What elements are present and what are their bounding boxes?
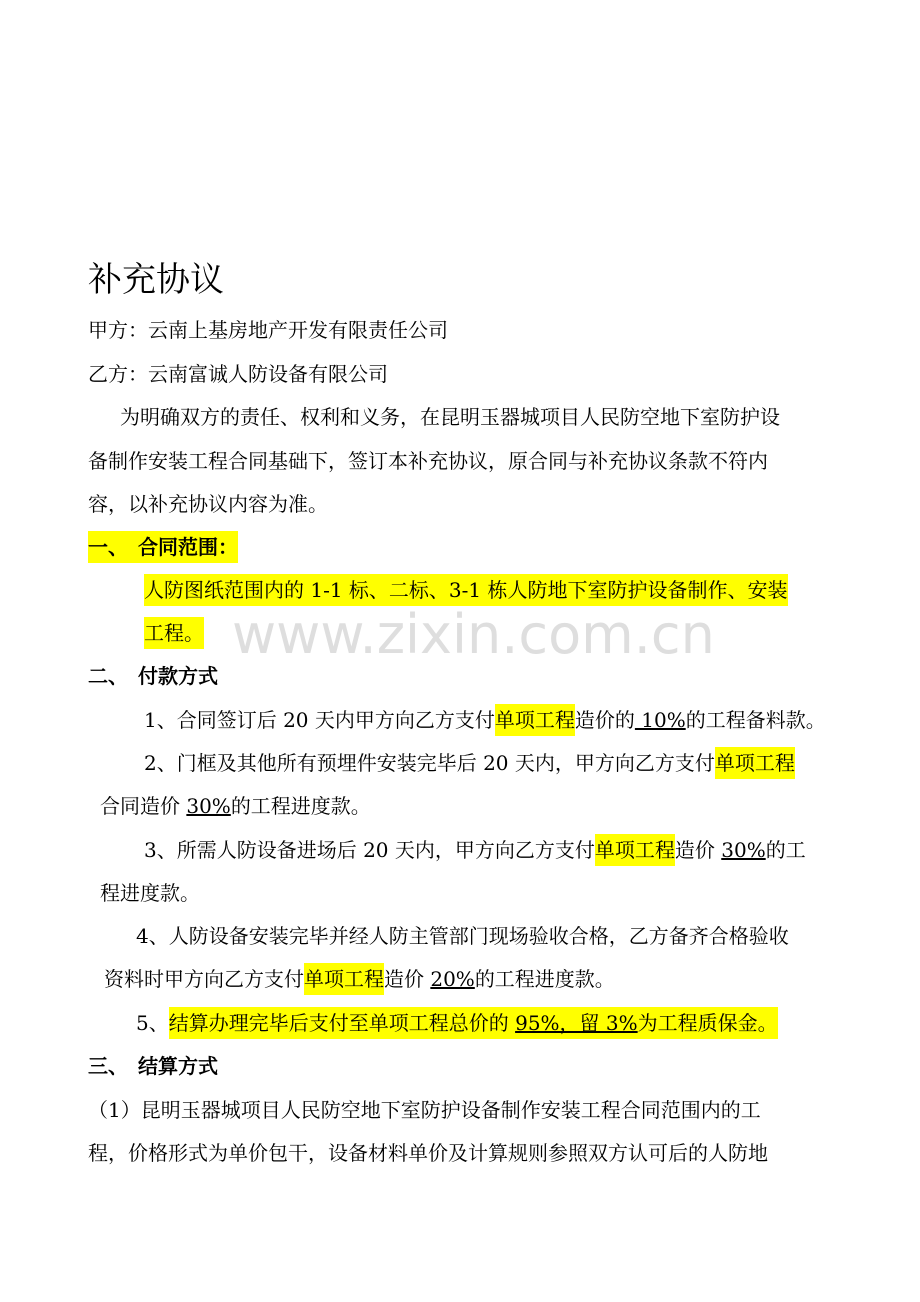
section-1-body-2 (144, 618, 204, 648)
payment-item-1-text-c: 的工程备料款。 (685, 708, 826, 732)
party-a: 甲方：云南上基房地产开发有限责任公司 (88, 318, 448, 342)
section-3-body-1: （1）昆明玉器城项目人民防空地下室防护设备制作安装工程合同范围内的工 (88, 1098, 761, 1122)
payment-item-3-line-2: 程进度款。 (100, 881, 200, 905)
payment-item-1-highlight: 单项工程 (495, 704, 575, 736)
payment-item-2-line-2 (100, 791, 371, 821)
section-3-body-2: 程，价格形式为单价包干，设备材料单价及计算规则参照双方认可后的人防地 (88, 1141, 768, 1165)
payment-item-4-text-b: 造价 (384, 967, 431, 991)
payment-item-5-text-a: 结算办理完毕后支付至单项工程总价的 (168, 1011, 516, 1035)
section-2-heading: 二、 付款方式 (88, 664, 218, 688)
payment-item-4-line-2 (104, 964, 615, 994)
party-b: 乙方：云南富诚人防设备有限公司 (88, 362, 388, 386)
payment-item-3-highlight: 单项工程 (595, 834, 675, 866)
payment-item-4-highlight: 单项工程 (304, 963, 384, 995)
payment-item-2-percent: 30% (186, 794, 231, 818)
payment-item-3-percent: 30% (721, 838, 766, 862)
payment-item-5-highlight (169, 1007, 778, 1039)
intro-line-2: 备制作安装工程合同基础下，签订本补充协议，原合同与补充协议条款不符内 (88, 449, 768, 473)
section-1-heading (88, 532, 238, 562)
section-3-heading: 三、 结算方式 (88, 1054, 218, 1078)
payment-item-5-number: 5、 (136, 1011, 169, 1035)
section-1-body-2-text: 工程。 (144, 617, 204, 649)
payment-item-5-text-c: 为工程质保金。 (637, 1011, 778, 1035)
section-1-heading-text: 一、 合同范围： (88, 531, 238, 563)
payment-item-3-line-1 (144, 835, 806, 865)
payment-item-2-text-a: 2、门框及其他所有预埋件安装完毕后 20 天内，甲方向乙方支付 (144, 751, 715, 775)
payment-item-1 (144, 705, 826, 735)
payment-item-2-text-d: 合同造价 (100, 794, 187, 818)
payment-item-3-text-c: 的工 (765, 838, 806, 862)
watermark: www.zixin.com.cn (232, 603, 715, 666)
payment-item-4-percent: 20% (430, 967, 475, 991)
payment-item-3-text-b: 造价 (674, 838, 722, 862)
payment-item-5-percent: 95%，留 3% (515, 1011, 638, 1035)
section-1-body-1 (144, 575, 788, 605)
section-1-body-1-text: 人防图纸范围内的 1-1 标、二标、3-1 栋人防地下室防护设备制作、安装 (144, 574, 788, 606)
payment-item-2-text-c: 的工程进度款。 (230, 794, 371, 818)
payment-item-3-text-a: 3、所需人防设备进场后 20 天内，甲方向乙方支付 (144, 838, 595, 862)
payment-item-4-text-c: 的工程进度款。 (474, 967, 615, 991)
intro-line-1: 为明确双方的责任、权利和义务，在昆明玉器城项目人民防空地下室防护设 (120, 405, 780, 429)
document-title: 补充协议 (88, 260, 224, 300)
payment-item-2-highlight: 单项工程 (715, 747, 795, 779)
payment-item-1-text-b: 造价的 (574, 708, 635, 732)
payment-item-5 (136, 1008, 778, 1038)
payment-item-1-text-a: 1、合同签订后 20 天内甲方向乙方支付 (144, 708, 495, 732)
payment-item-2-line-1 (144, 748, 795, 778)
payment-item-1-percent: 10% (634, 708, 686, 732)
payment-item-4-line-1: 4、人防设备安装完毕并经人防主管部门现场验收合格，乙方备齐合格验收 (136, 924, 789, 948)
intro-line-3: 容，以补充协议内容为准。 (88, 492, 328, 516)
payment-item-4-text-d: 资料时甲方向乙方支付 (104, 967, 304, 991)
